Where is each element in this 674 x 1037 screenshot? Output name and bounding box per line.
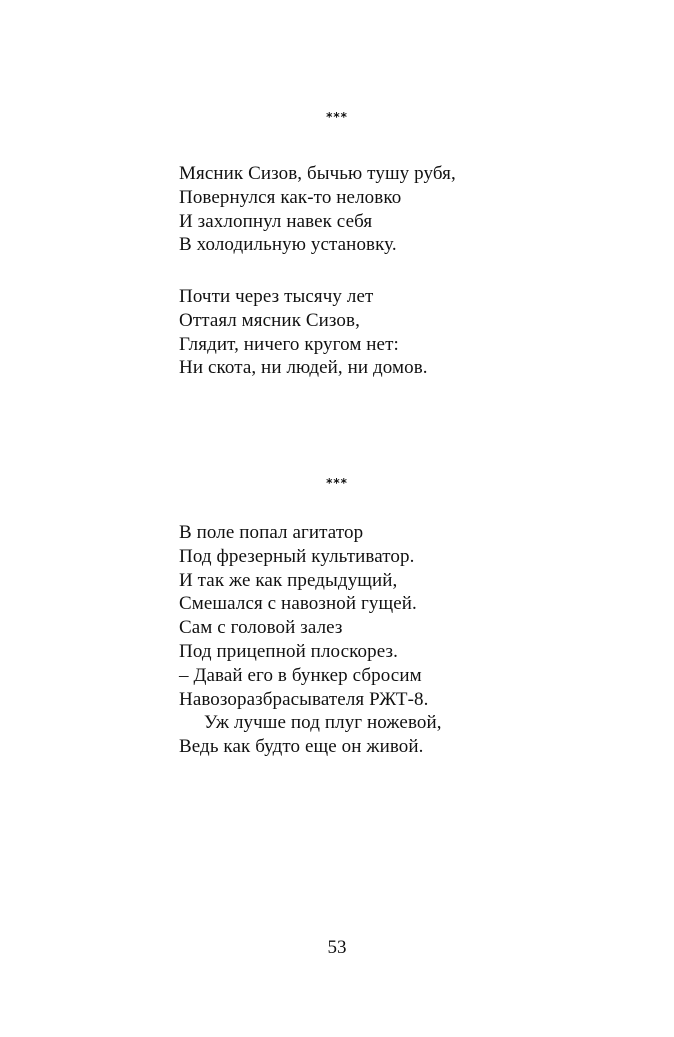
poem-line: Сам с головой залез (179, 617, 343, 639)
poem-line: Смешался с навозной гущей. (179, 593, 417, 615)
poem-line: Глядит, ничего кругом нет: (179, 333, 399, 355)
poem-line: Мясник Сизов, бычью тушу рубя, (179, 163, 456, 184)
poem-line: Почти через тысячу лет (179, 286, 374, 307)
poem-line: В поле попал агитатор (179, 522, 364, 543)
section-separator: *** (326, 110, 348, 124)
poem-line: Оттаял мясник Сизов, (179, 309, 360, 331)
poem-line: – Давай его в бункер сбросим (179, 664, 422, 686)
poem-2 (179, 521, 599, 759)
poem-line: Повернулся как-то неловко (179, 186, 402, 208)
section-separator: *** (326, 476, 348, 490)
poem-1-stanza-1 (179, 162, 599, 257)
page-number: 53 (327, 937, 347, 958)
poem-line: И захлопнул навек себя (179, 210, 373, 232)
poem-line: В холодильную установку. (179, 234, 397, 256)
poem-line: Ведь как будто еще он живой. (179, 736, 424, 758)
poem-line: Навозоразбрасывателя РЖТ-8. (179, 688, 429, 710)
poem-1-stanza-2 (179, 285, 599, 380)
poem-line: Под фрезерный культиватор. (179, 545, 415, 567)
poem-line: Ни скота, ни людей, ни домов. (179, 357, 428, 379)
poem-line: Под прицепной плоскорез. (179, 640, 398, 662)
poem-line: Уж лучше под плуг ножевой, (204, 712, 442, 734)
poem-line: И так же как предыдущий, (179, 569, 398, 591)
